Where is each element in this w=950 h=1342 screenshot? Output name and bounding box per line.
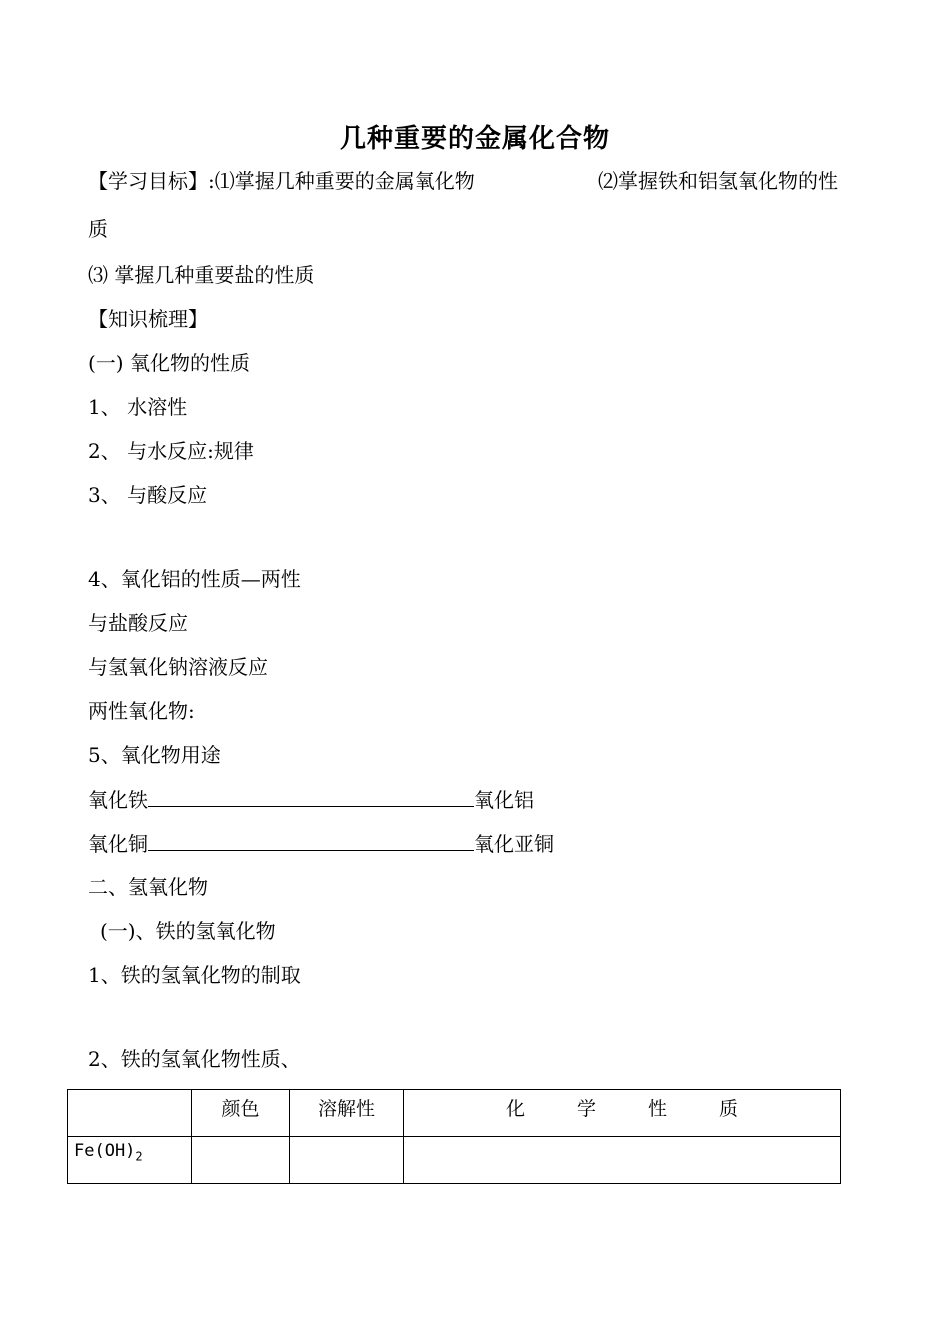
- hydroxides-item-2: 2、铁的氢氧化物性质、: [88, 1047, 301, 1071]
- objective-line-2: ⑶ 掌握几种重要盐的性质: [88, 263, 315, 287]
- formula-subscript: 2: [135, 1149, 143, 1164]
- oxides-item-4-a: 与盐酸反应: [88, 611, 188, 635]
- oxides-item-3: 3、 与酸反应: [88, 483, 208, 507]
- iron-hydroxide-properties-table: [67, 1089, 841, 1184]
- chemical-properties-cell[interactable]: [404, 1137, 841, 1184]
- use-label-iron-oxide: 氧化铁: [88, 788, 148, 812]
- use-row-1: [88, 786, 534, 813]
- iron-hydroxides-subheading: (一)、铁的氢氧化物: [100, 919, 276, 943]
- objective-line-1-continued: 质: [88, 217, 108, 241]
- chemical-properties-label: 化学性质: [505, 1098, 790, 1120]
- table-header-color: 颜色: [192, 1090, 290, 1137]
- solubility-cell[interactable]: [290, 1137, 404, 1184]
- table-row: [68, 1137, 841, 1184]
- formula-cell: [68, 1137, 192, 1184]
- use-label-copper-oxide: 氧化铜: [88, 832, 148, 856]
- oxides-item-4: 4、氧化铝的性质—两性: [88, 567, 301, 591]
- oxides-item-2: 2、 与水反应:规律: [88, 439, 254, 463]
- use-row-2: [88, 830, 554, 857]
- table-header-chemical-properties: [404, 1090, 841, 1137]
- objective-line-1-right: ⑵掌握铁和铝氢氧化物的性: [598, 169, 838, 193]
- oxides-item-4-c: 两性氧化物:: [88, 699, 195, 723]
- table-header-solubility: 溶解性: [290, 1090, 404, 1137]
- oxides-item-4-b: 与氢氧化钠溶液反应: [88, 655, 268, 679]
- hydroxides-item-1: 1、铁的氢氧化物的制取: [88, 963, 301, 987]
- table-header-row: [68, 1090, 841, 1137]
- table-header-cell: [68, 1090, 192, 1137]
- color-cell[interactable]: [192, 1137, 290, 1184]
- oxides-item-1: 1、 水溶性: [88, 395, 188, 419]
- objective-line-1: 【学习目标】:⑴掌握几种重要的金属氧化物: [88, 169, 475, 193]
- fill-in-blank-2: [148, 830, 474, 851]
- use-label-aluminum-oxide: 氧化铝: [474, 788, 534, 812]
- formula-main: Fe(OH): [74, 1141, 136, 1161]
- hydroxides-heading: 二、氢氧化物: [88, 875, 208, 899]
- oxides-item-5: 5、氧化物用途: [88, 743, 221, 767]
- page-title: 几种重要的金属化合物: [339, 124, 610, 154]
- oxides-heading: (一) 氧化物的性质: [88, 351, 250, 375]
- fill-in-blank-1: [148, 786, 474, 807]
- section-knowledge-heading: 【知识梳理】: [88, 307, 208, 331]
- use-label-cuprous-oxide: 氧化亚铜: [474, 832, 554, 856]
